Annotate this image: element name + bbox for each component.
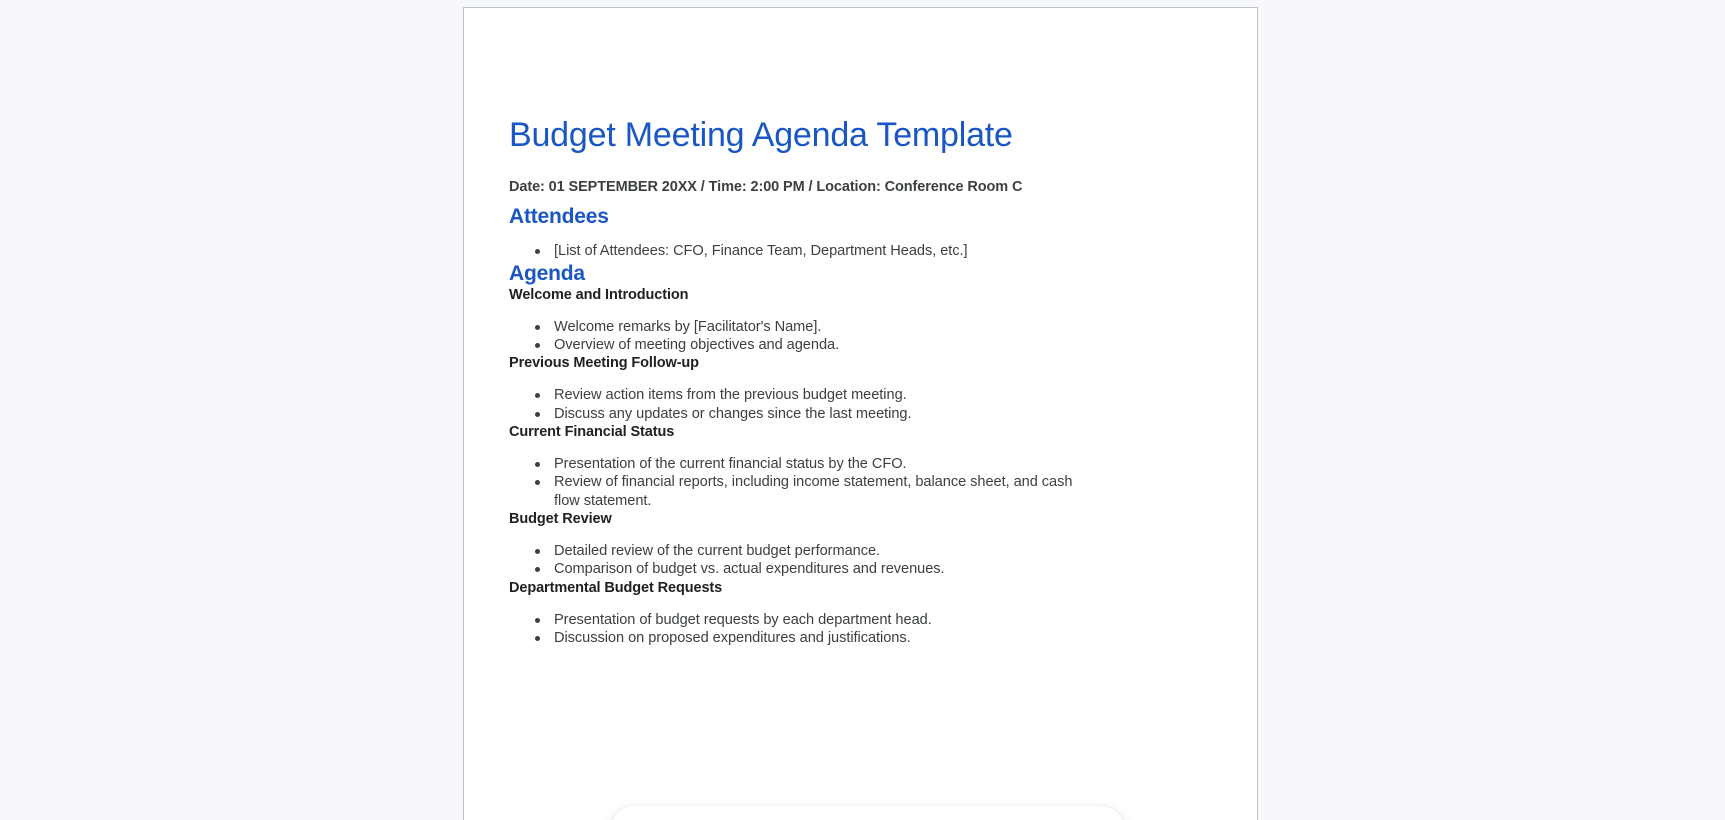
list-item: Review action items from the previous budget meeting. xyxy=(509,386,1079,404)
list-item: Presentation of the current financial status by the CFO. xyxy=(509,455,1079,473)
subsection-heading: Budget Review xyxy=(509,511,612,528)
subsection-heading: Welcome and Introduction xyxy=(509,286,689,303)
list-item: Welcome remarks by [Facilitator's Name]. xyxy=(509,318,1079,336)
list-item: [List of Attendees: CFO, Finance Team, Department Heads, etc.] xyxy=(509,242,1079,260)
list-item: Discussion on proposed expenditures and justifications. xyxy=(509,629,1079,647)
section-heading: Agenda xyxy=(509,261,585,285)
subsection-heading: Previous Meeting Follow-up xyxy=(509,355,699,372)
list-item: Comparison of budget vs. actual expenditures and revenues. xyxy=(509,560,1079,578)
floating-toolbar[interactable] xyxy=(610,806,1125,820)
bullet-list xyxy=(509,455,1089,510)
subsection-heading: Current Financial Status xyxy=(509,424,675,441)
document-page[interactable] xyxy=(463,7,1258,820)
bullet-list xyxy=(509,318,1089,355)
list-item: Review of financial reports, including income statement, balance sheet, and cash flow statement. xyxy=(509,473,1079,510)
page-title: Budget Meeting Agenda Template xyxy=(509,116,1013,154)
bullet-list xyxy=(509,242,1089,260)
document-meta-line: Date: 01 SEPTEMBER 20XX / Time: 2:00 PM / Location: Conference Room C xyxy=(509,179,1023,195)
document-sections xyxy=(509,204,1089,647)
subsection-heading: Departmental Budget Requests xyxy=(509,579,723,596)
bullet-list xyxy=(509,611,1089,648)
list-item: Detailed review of the current budget performance. xyxy=(509,542,1079,560)
list-item: Presentation of budget requests by each department head. xyxy=(509,611,1079,629)
bullet-list xyxy=(509,386,1089,423)
list-item: Discuss any updates or changes since the last meeting. xyxy=(509,405,1079,423)
list-item: Overview of meeting objectives and agenda. xyxy=(509,336,1079,354)
section-heading: Attendees xyxy=(509,205,609,228)
bullet-list xyxy=(509,542,1089,579)
